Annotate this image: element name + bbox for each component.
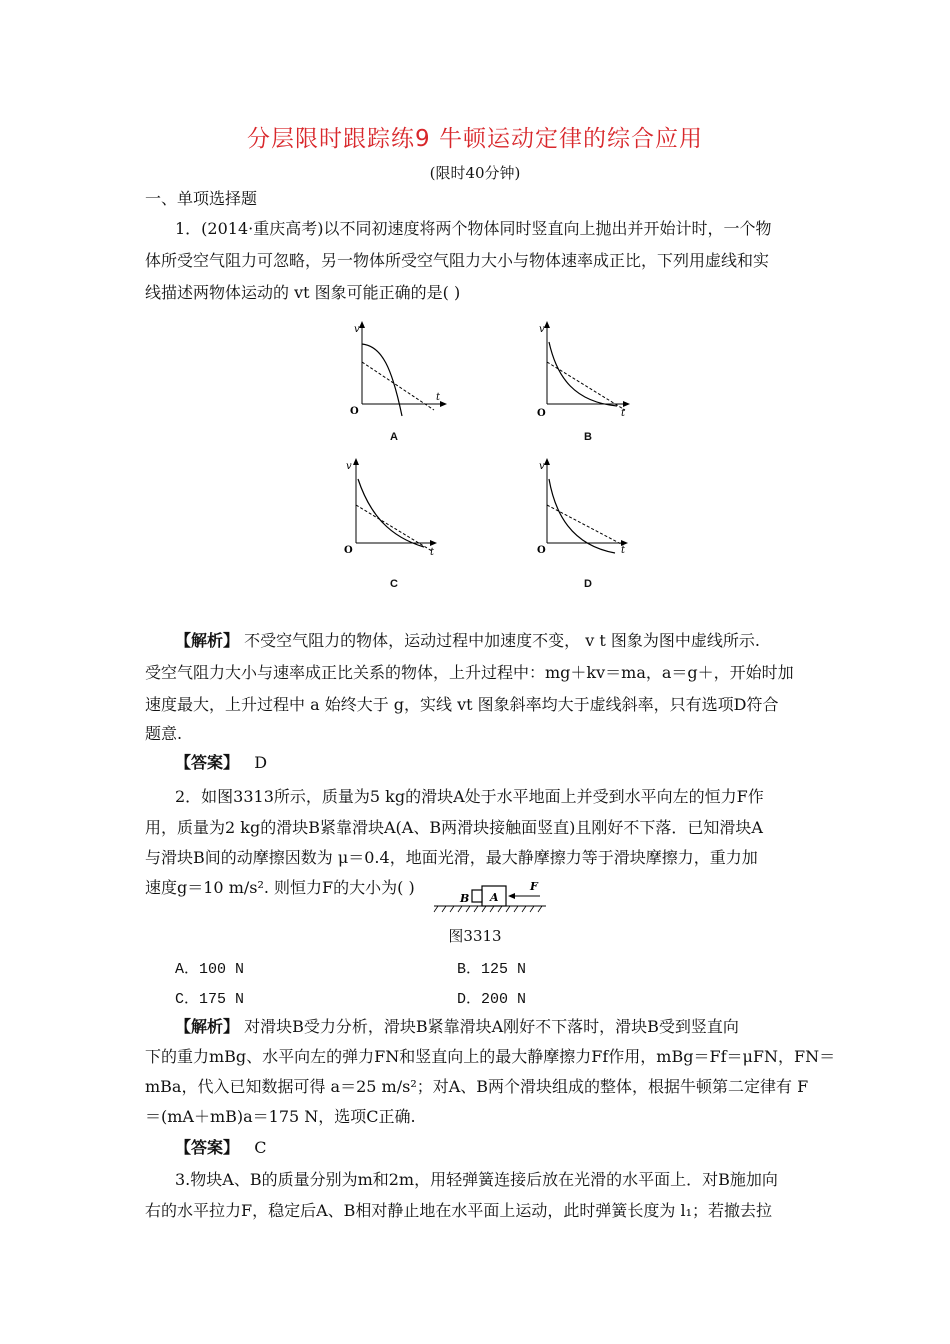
answer-value: D [254,753,268,772]
figure-3313-svg [430,876,550,918]
option-b: B．125 N [457,961,527,978]
vt-graph-d-svg [535,455,645,560]
label-b: B [460,892,470,905]
q1-line: 1．(2014·重庆高考)以不同初速度将两个物体同时竖直向上抛出并开始计时，一个物 [175,219,772,238]
vt-graph-d [535,455,645,564]
label-a: A [490,891,499,904]
q2-line: 速度g＝10 m/s². 则恒力F的大小为( ) [145,878,415,897]
q1-line: 体所受空气阻力可忽略，另一物体所受空气阻力大小与物体速率成正比，下列用虚线和实 [145,251,770,270]
solid-curve [362,344,402,416]
svg-text:O: O [537,408,546,418]
figure-3313 [430,876,550,922]
ground-hatch [434,906,542,912]
option-c: C．175 N [175,991,245,1008]
vt-graph-a-svg [340,318,450,418]
q2-analysis-line [175,1017,835,1037]
vt-graph-a [340,318,450,422]
graph-caption-d: D [584,578,592,590]
analysis-text: 对滑块B受力分析，滑块B紧靠滑块A刚好不下落时，滑块B受到竖直向 [239,1017,739,1036]
q1-analysis-line: 速度最大，上升过程中 a 始终大于 g，实线 vt 图象斜率均大于虚线斜率，只有选项D符合 [145,695,779,714]
graph-caption-b: B [584,431,592,443]
t-label: t [436,392,441,403]
q2-line: 用，质量为2 kg的滑块B紧靠滑块A(A、B两滑块接触面竖直)且刚好不下落．已知滑块A [145,818,763,837]
q1-analysis-line [175,631,835,651]
figure-caption: 图3313 [448,927,502,945]
time-limit: (限时40分钟) [429,164,521,182]
svg-text:v: v [346,461,352,472]
vt-graph-c-svg [340,455,450,560]
q2-line: 2．如图3313所示，质量为5 kg的滑块A处于水平地面上并受到水平向左的恒力F作 [175,787,764,806]
q1-analysis-line: 题意. [145,724,183,743]
option-d: D．200 N [457,991,527,1008]
t-axis-arrow [440,401,447,407]
q2-answer-line [175,1138,835,1158]
section-heading: 一、单项选择题 [145,189,258,208]
svg-text:O: O [537,545,546,556]
svg-text:t: t [430,547,435,558]
q2-analysis-line: ＝(mA＋mB)a＝175 N，选项C正确. [145,1107,416,1126]
q2-line: 与滑块B间的动摩擦因数为 μ＝0.4，地面光滑，最大静摩擦力等于滑块摩擦力，重力加 [145,848,758,867]
analysis-tag: 【解析】 [175,1017,240,1036]
q1-analysis-line: 受空气阻力大小与速率成正比关系的物体，上升过程中：mg＋kv＝ma，a＝g＋，开始时加 [145,663,794,682]
q3-line: 3.物块A、B的质量分别为m和2m，用轻弹簧连接后放在光滑的水平面上．对B施加向 [175,1170,778,1189]
vt-graph-b-svg [535,318,645,418]
dashed-line [362,362,434,410]
vt-graph-b [535,318,645,422]
svg-text:v: v [539,461,545,472]
answer-value: C [254,1138,267,1157]
q1-answer-line [175,753,835,773]
q3-line: 右的水平拉力F，稳定后A、B相对静止地在水平面上运动，此时弹簧长度为 l₁；若撤去拉 [145,1201,773,1220]
option-a: A．100 N [175,961,245,978]
svg-text:t: t [621,408,626,418]
graph-caption-a: A [390,431,398,443]
page-title: 分层限时跟踪练9 牛顿运动定律的综合应用 [247,126,703,152]
vt-graph-c [340,455,450,564]
answer-tag: 【答案】 [175,1138,240,1157]
graph-caption-c: C [390,578,398,590]
v-label: v [354,324,360,335]
svg-text:O: O [344,545,353,556]
origin-label: O [350,406,359,417]
label-f: F [530,880,538,893]
q1-line: 线描述两物体运动的 vt 图象可能正确的是( ) [145,283,461,302]
svg-text:t: t [621,545,626,556]
q2-analysis-line: 下的重力mBg、水平向左的弹力FN和竖直向上的最大静摩擦力Ff作用，mBg＝Ff＝μFN，FN＝ [145,1047,836,1066]
analysis-text: 不受空气阻力的物体，运动过程中加速度不变， v t 图象为图中虚线所示. [239,631,760,650]
block-b [472,890,482,902]
analysis-tag: 【解析】 [175,631,240,650]
v-axis-arrow [359,321,365,328]
answer-tag: 【答案】 [175,753,240,772]
svg-text:v: v [539,324,545,335]
q2-analysis-line: mBa，代入已知数据可得 a＝25 m/s²；对A、B两个滑块组成的整体，根据牛顿第二定律有 F [145,1077,809,1096]
